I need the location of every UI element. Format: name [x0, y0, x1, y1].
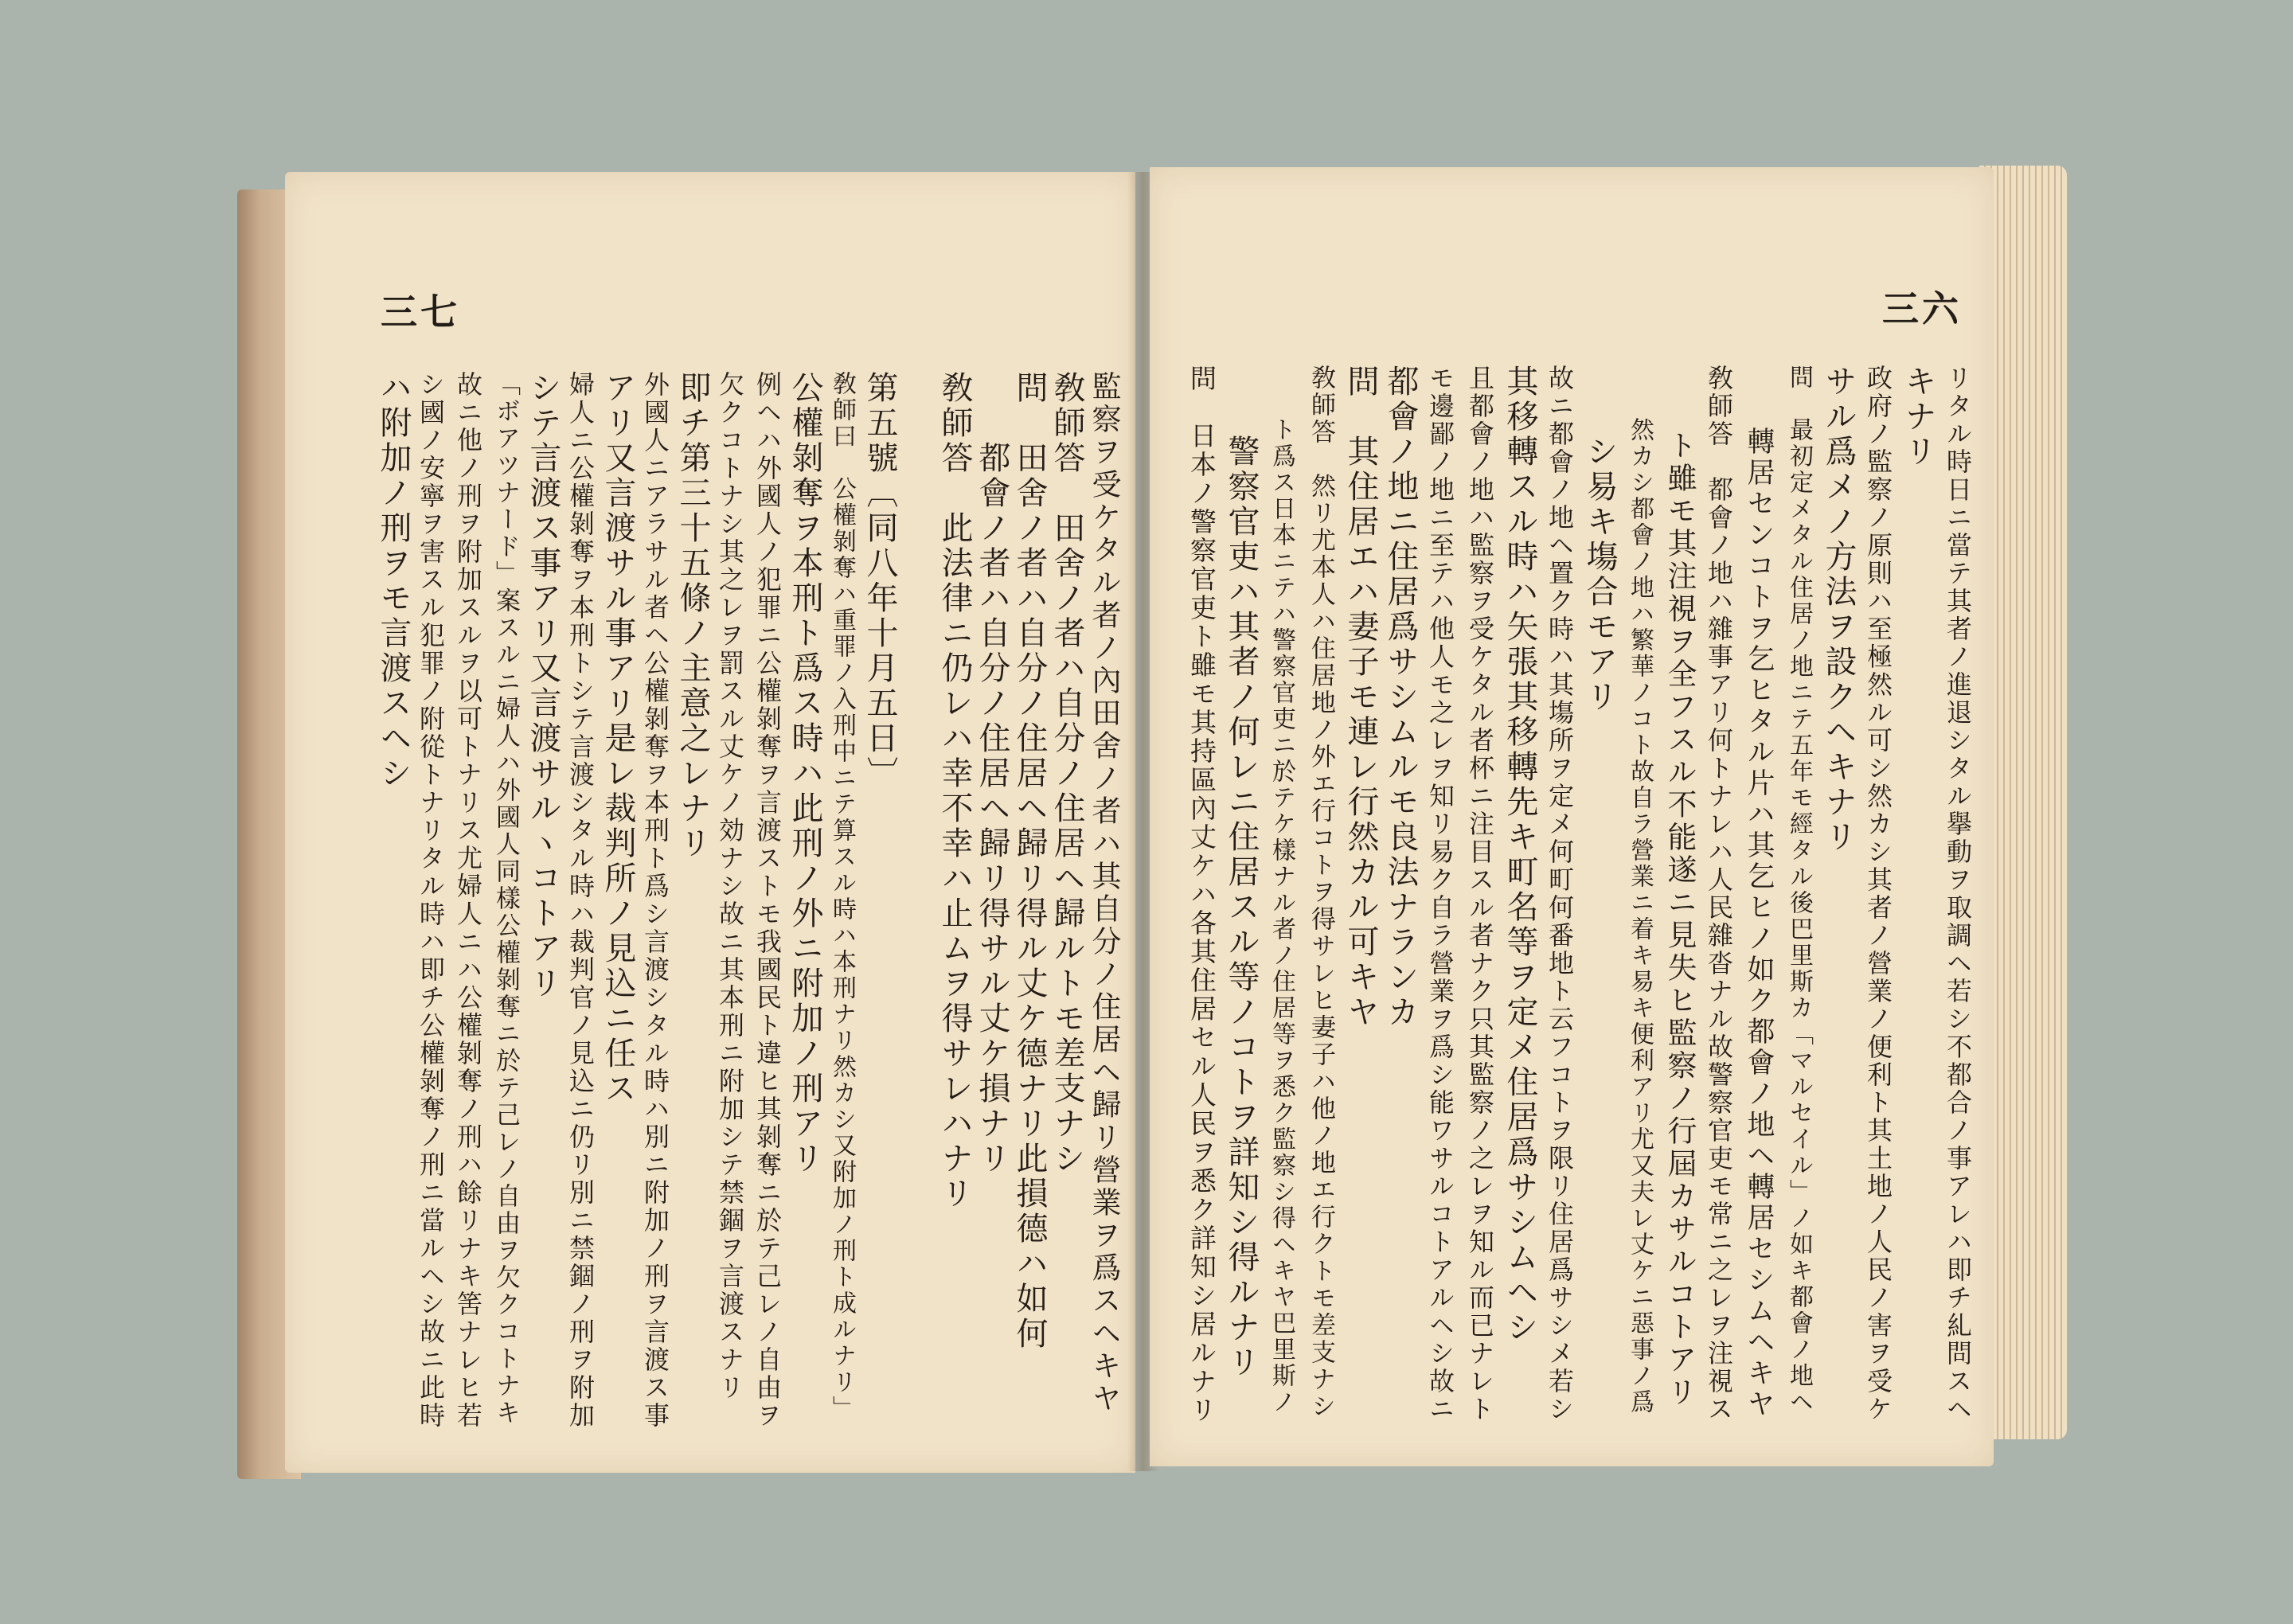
text-line: 「ボアツナード」案スルニ婦人ハ外國人同樣公權剝奪ニ於テ己レノ自由ヲ欠クコトナキ	[491, 371, 520, 1427]
text-line: シ易キ塲合モアリ	[1581, 365, 1618, 715]
text-line: シテ言渡ス事アリ又言渡サルヽコトアリ	[525, 371, 561, 1001]
open-book	[237, 158, 2067, 1481]
text-line: シ國ノ安寧ヲ害スル犯罪ノ附從トナリタル時ハ即チ公權剝奪ノ刑ニ當ルヘシ故ニ此時	[416, 371, 446, 1430]
text-line: キナリ	[1900, 365, 1936, 470]
text-line: 即チ第三十五條ノ主意之レナリ	[674, 371, 711, 861]
text-line: ハ附加ノ刑ヲモ言渡スヘシ	[375, 371, 412, 791]
left-page	[285, 172, 1135, 1473]
text-line: 問 其住居エハ妻子モ連レ行然カル可キヤ	[1342, 365, 1379, 1030]
text-line: リタル時日ニ當テ其者ノ進退シタル擧動ヲ取調ヘ若シ不都合ノ事アレハ即チ糺問スヘ	[1943, 365, 1973, 1423]
text-line: 敎師答 此法律ニ仍レハ幸不幸ハ止ムヲ得サレハナリ	[936, 371, 973, 1212]
text-line: 政府ノ監察ノ原則ハ至極然ル可シ然カシ其者ノ營業ノ便利ト其土地ノ人民ノ害ヲ受ケ	[1863, 365, 1893, 1423]
text-line: 然カシ都會ノ地ハ繁華ノコト故自ラ營業ニ着キ易キ便利アリ尤又夫レ丈ケニ惡事ノ爲	[1626, 365, 1654, 1415]
text-line: 故ニ都會ノ地ヘ置ク時ハ其塲所ヲ定メ何町何番地ト云フコトヲ限リ住居爲サシメ若シ	[1545, 365, 1575, 1423]
right-page-text	[1182, 365, 1978, 1431]
right-page	[1150, 167, 1994, 1466]
text-line: 例ヘハ外國人ノ犯罪ニ公權剝奪ヲ言渡ストモ我國民ト違ヒ其剝奪ニ於テ己レノ自由ヲ	[752, 371, 783, 1430]
text-line: 敎師答 然リ尤本人ハ住居地ノ外エ行コトヲ得サレヒ妻子ハ他ノ地エ行クトモ差支ナシ	[1307, 365, 1335, 1420]
text-line: モ邊鄙ノ地ニ至テハ他人モ之レヲ知リ易ク自ラ營業ヲ爲シ能ワサルコトアルヘシ故ニ	[1425, 365, 1455, 1423]
text-line: 其移轉スル時ハ矢張其移轉先キ町名等ヲ定メ住居爲サシムヘシ	[1502, 365, 1538, 1345]
text-line: 監察ヲ受ケタル者ノ內田舍ノ者ハ其自分ノ住居ヘ歸リ營業ヲ爲スヘキヤ	[1087, 371, 1121, 1415]
text-line: サル爲メノ方法ヲ設クヘキナリ	[1820, 365, 1857, 855]
text-line: ト雖モ其注視ヲ全フスル不能遂ニ見失ヒ監察ノ行屆カサルコトアリ	[1662, 365, 1697, 1409]
text-line: 公權剝奪ヲ本刑ト爲ス時ハ此刑ノ外ニ附加ノ刑アリ	[787, 371, 823, 1177]
text-line: 第五號〔同八年十月五日〕	[861, 371, 898, 791]
text-line: 問 日本ノ警察官吏ト雖モ其持區內丈ケハ各其住居セル人民ヲ悉ク詳知シ居ルナリ	[1186, 365, 1217, 1425]
text-line: アリ又言渡サル事アリ是レ裁判所ノ見込ニ任ス	[600, 371, 636, 1107]
text-line: 外國人ニアラサル者ヘ公權剝奪ヲ本刑ト爲シ言渡シタル時ハ別ニ附加ノ刑ヲ言渡ス事	[640, 371, 670, 1430]
left-page-number: 三七	[381, 291, 460, 334]
text-line: ト爲ス日本ニテハ警察官吏ニ於テケ樣ナル者ノ住居等ヲ悉ク監察シ得ヘキヤ巴里斯ノ	[1268, 365, 1295, 1415]
right-page-number: 三六	[1882, 287, 1962, 330]
text-line: 問 最初定メタル住居ノ地ニテ五年モ經タル後巴里斯カ「マルセイル」ノ如キ都會ノ地ヘ	[1785, 365, 1813, 1415]
text-line: 欠クコトナシ其之レヲ罰スル丈ケノ効ナシ故ニ其本刑ニ附加シテ禁錮ヲ言渡スナリ	[715, 371, 745, 1402]
text-line: 敎師答 田舍ノ者ハ自分ノ住居ヘ歸ルトモ差支ナシ	[1049, 371, 1085, 1177]
text-line: 都會ノ地ニ住居爲サシムルモ良法ナランカ	[1382, 365, 1419, 1030]
text-line: 都會ノ者ハ自分ノ住居ヘ歸リ得サル丈ケ損ナリ	[974, 371, 1010, 1177]
text-line: 且都會ノ地ハ監察ヲ受ケタル者杯ニ注目スル者ナク只其監察ノ之レヲ知ル而已ナレト	[1465, 365, 1495, 1423]
text-line: 故ニ他ノ刑ヲ附加スルヲ以可トナリス尤婦人ニハ公權剝奪ノ刑ハ餘リナキ筈ナレヒ若	[453, 371, 483, 1430]
text-line: 轉居センコトヲ乞ヒタル片ハ其乞ヒノ如ク都會ノ地ヘ轉居セシムヘキヤ	[1743, 365, 1775, 1420]
text-line: 警察官吏ハ其者ノ何レニ住居スル等ノコトヲ詳知シ得ルナリ	[1223, 365, 1260, 1380]
left-page-text	[374, 371, 1123, 1430]
text-line: 問 田舍ノ者ハ自分ノ住居ヘ歸リ得ル丈ケ德ナリ此損德ハ如何	[1011, 371, 1048, 1352]
text-line: 敎師答 都會ノ地ハ雜事アリ何トナレハ人民雜沓ナル故警察官吏モ常ニ之レヲ注視ス	[1704, 365, 1734, 1423]
text-line: 婦人ニ公權剝奪ヲ本刑トシテ言渡シタル時ハ裁判官ノ見込ニ仍リ別ニ禁錮ノ刑ヲ附加	[565, 371, 596, 1430]
text-line: 敎師曰 公權剝奪ハ重罪ノ入刑中ニテ算スル時ハ本刑ナリ然カシ又附加ノ刑ト成ルナリ」	[828, 371, 856, 1422]
